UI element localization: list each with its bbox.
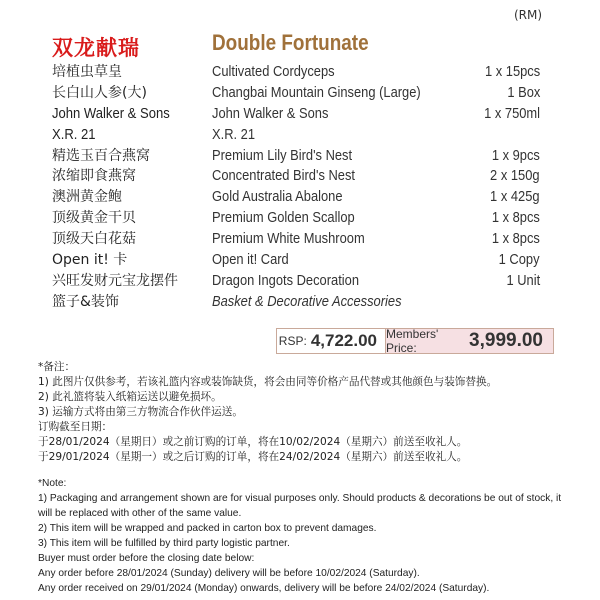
item-row <box>52 229 542 250</box>
item-name-english: Gold Australia Abalone <box>212 188 343 206</box>
note-line-english: Any order before 28/01/2024 (Sunday) delivery will be before 10/02/2024 (Saturday). <box>38 568 420 579</box>
rsp-label: RSP: <box>278 334 307 348</box>
item-name-english: Premium White Mushroom <box>212 230 365 248</box>
notes-chinese <box>38 360 578 465</box>
price-box <box>276 328 554 354</box>
item-quantity: 2 x 150g <box>490 167 540 185</box>
item-name-english: Cultivated Cordyceps <box>212 63 335 80</box>
rsp-value: 4,722.00 <box>310 331 377 350</box>
item-row <box>52 104 542 125</box>
note-line-english: *Note: <box>38 478 67 489</box>
item-row <box>52 166 542 187</box>
item-quantity: 1 x 15pcs <box>484 63 540 80</box>
item-row <box>52 271 542 292</box>
note-line-chinese: 2) 此礼篮将装入纸箱运送以避免损坏。 <box>38 391 222 403</box>
rsp-price <box>277 329 386 353</box>
note-line-chinese: 于28/01/2024（星期日）或之前订购的订单，将在10/02/2024（星期六）前送至收礼人。 <box>38 436 468 448</box>
item-quantity: 1 Box <box>507 83 540 101</box>
note-line-chinese: 于29/01/2024（星期一）或之后订购的订单，将在24/02/2024（星期六）前送至收礼人。 <box>38 451 468 463</box>
currency-label: (RM) <box>514 8 543 22</box>
item-row <box>52 62 542 83</box>
item-name-english: Dragon Ingots Decoration <box>212 271 360 289</box>
item-name-chinese: 篮子&装饰 <box>52 293 119 310</box>
note-line-chinese: 订购截至日期： <box>38 421 113 433</box>
item-row <box>52 187 542 208</box>
item-name-english: Changbai Mountain Ginseng (Large) <box>212 83 421 101</box>
item-row <box>52 292 542 313</box>
item-name-english: Concentrated Bird's Nest <box>212 167 356 185</box>
item-name-english: Basket & Decorative Accessories <box>212 292 402 310</box>
note-line-chinese: *备注： <box>38 361 76 373</box>
item-name-english: Premium Lily Bird's Nest <box>212 146 353 164</box>
item-quantity: 1 x 8pcs <box>491 209 540 227</box>
item-name-chinese: 长白山人参(大) <box>52 84 147 101</box>
item-name-chinese: 顶级黄金干贝 <box>52 210 136 227</box>
item-quantity: 1 Unit <box>506 271 540 289</box>
item-quantity: 1 x 750ml <box>484 104 540 122</box>
notes-english <box>38 476 583 596</box>
item-quantity: 1 x 425g <box>490 188 540 206</box>
item-name-chinese: 顶级天白花菇 <box>52 231 136 248</box>
item-quantity: 1 x 8pcs <box>491 230 540 248</box>
item-name-english: John Walker & Sons <box>212 104 329 122</box>
item-quantity: 1 Copy <box>499 251 540 269</box>
note-line-english: will be replaced with other of the same value. <box>38 508 242 519</box>
members-price-value: 3,999.00 <box>469 330 543 351</box>
item-name-chinese: 浓缩即食燕窝 <box>52 168 136 185</box>
item-name-english: Open it! Card <box>212 251 289 269</box>
note-line-chinese: 3) 运输方式将由第三方物流合作伙伴运送。 <box>38 406 243 418</box>
item-row <box>52 125 542 146</box>
item-name-chinese: 澳洲黄金鲍 <box>52 189 122 206</box>
note-line-english: Buyer must order before the closing date below: <box>38 553 255 564</box>
note-line-chinese: 1) 此图片仅供参考，若该礼篮内容或装饰缺货，将会由同等价格产品代替或其他颜色与装饰替换。 <box>38 376 498 388</box>
note-line-english: 1) Packaging and arrangement shown are for visual purposes only. Should products & decorations be out of stock, it <box>38 493 562 504</box>
item-name-english: X.R. 21 <box>212 125 256 143</box>
item-name-chinese: 精选玉百合燕窝 <box>52 147 150 164</box>
item-row <box>52 146 542 167</box>
product-title-chinese: 双龙献瑞 <box>52 36 140 60</box>
item-name-chinese: Open it! 卡 <box>52 252 128 269</box>
item-list <box>52 62 542 313</box>
product-title-english: Double Fortunate <box>212 30 369 55</box>
item-name-chinese: John Walker & Sons <box>52 105 170 122</box>
note-line-english: 2) This item will be wrapped and packed in carton box to prevent damages. <box>38 523 377 534</box>
members-price-label: Members' Price: <box>386 327 439 355</box>
item-row <box>52 208 542 229</box>
members-price <box>386 329 553 353</box>
item-row <box>52 250 542 271</box>
item-quantity: 1 x 9pcs <box>491 146 540 164</box>
item-row <box>52 83 542 104</box>
item-name-chinese: 培植虫草皇 <box>52 64 122 80</box>
item-name-chinese: 兴旺发财元宝龙摆件 <box>52 272 178 289</box>
note-line-english: Any order received on 29/01/2024 (Monday) onwards, delivery will be before 24/02/2024 (Saturday). <box>38 583 490 594</box>
item-name-english: Premium Golden Scallop <box>212 209 355 227</box>
item-name-chinese: X.R. 21 <box>52 126 96 143</box>
note-line-english: 3) This item will be fulfilled by third party logistic partner. <box>38 538 290 549</box>
